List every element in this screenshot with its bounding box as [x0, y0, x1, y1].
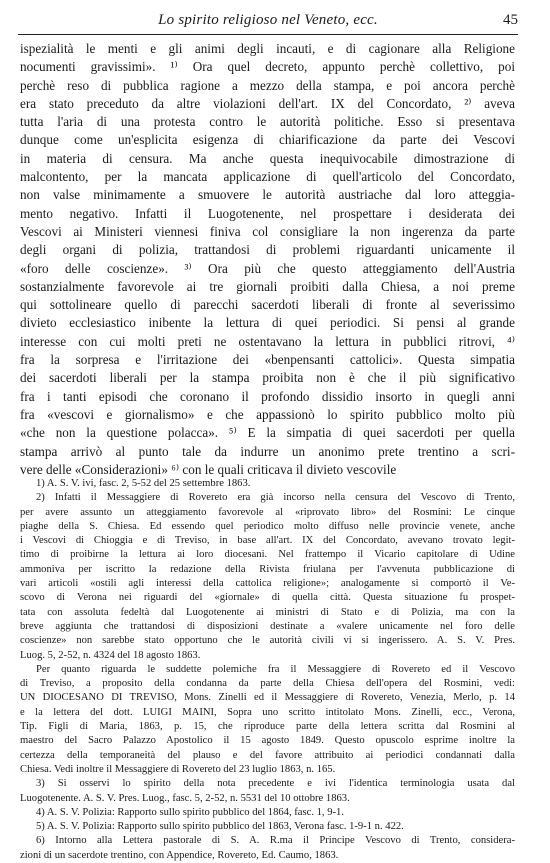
text-line: degli organi di polizia, trattandosi di problemi riguardanti unicamente il	[20, 242, 515, 258]
footnote-line: ammoniva per iscritto la redazione della Rivista friulana per l'avvenuta pubblicazione di	[20, 563, 515, 575]
text-line: stampa arrivò al punto tale da indurre un anonimo prete trentino a scri-	[20, 443, 515, 459]
footnote-line: breve aggiunta che trattandosi di disposizioni destinate a «valere unicamente nel foro delle	[20, 620, 515, 632]
footnote-line: e la lettera del dott. LUIGI MAINI, Sopra uno scritto intitolato Mons. Zinelli, ecc., Verona,	[20, 706, 515, 718]
text-line: sostanzialmente favorevole ai tre giornali proibiti dalla Chiesa, a noi preme	[20, 278, 515, 294]
footnote-line: tata con assoluta fedeltà dal Luogotenente ai ministri di Stato e di Polizia, ma con la	[20, 606, 515, 618]
footnote-line: scovo di Verona nei riguardi del «giornale» di quella città. Questa situazione fu prospet-	[20, 592, 515, 604]
text-line: fra la sorpresa e l'irritazione dei «benpensanti cattolici». Questa simpatia	[20, 352, 515, 368]
footnote-line: 3) Si osservi lo spirito della nota precedente e ivi l'identica terminologia usata dal	[36, 778, 515, 790]
text-line: in materia di censura. Ma anche questa inequivocabile dimostrazione di	[20, 150, 515, 166]
footnote-line: 1) A. S. V. ivi, fasc. 2, 5-52 del 25 settembre 1863.	[36, 478, 251, 489]
footnote-line: Chiesa. Vedi inoltre il Messaggiere di Rovereto del 23 luglio 1863, n. 165.	[20, 763, 336, 775]
footnote-line: per avere assunto un atteggiamento favorevole al «riprovato libro» del Rosmini: Le cinque	[20, 506, 515, 518]
text-line: vere delle «Considerazioni» ⁶⁾ con le quali criticava il divieto vescovile	[20, 461, 397, 477]
footnote-line: piaghe della S. Chiesa. Ed essendo quel periodico molto diffuso nelle provincie venete, anche	[20, 520, 515, 532]
text-line: era stato preceduto da altre violazioni dell'art. IX del Concordato, ²⁾ aveva	[20, 95, 515, 111]
text-line: malcontento, per la mancata applicazione di quell'articolo del Concordato,	[20, 169, 515, 185]
text-line: «che non la questione polacca». ⁵⁾ E la simpatia di quei sacerdoti per quella	[20, 425, 515, 441]
text-line: dunque come un'esplicita esigenza di chiarificazione da parte dei Vescovi	[20, 132, 515, 148]
text-line: nocumenti gravissimi». ¹⁾ Ora quel decreto, appunto perchè collettivo, poi	[20, 59, 515, 75]
footnote-line: Per quanto riguarda le suddette polemiche fra il Messaggiere di Rovereto ed il Vescovo	[36, 663, 515, 675]
text-line: perchè reso di pubblica ragione a mezzo della stampa, e poi ancora perchè	[20, 77, 515, 93]
running-title: Lo spirito religioso nel Veneto, ecc.	[158, 12, 378, 28]
footnote-line: 4) A. S. V. Polizia: Rapporto sullo spirito pubblico del 1864, fasc. 1, 9-1.	[36, 806, 344, 818]
footnote-line: timo di proibirne la lettura ai loro diocesani. Nel frattempo il Vicario capitolare di Udine	[20, 549, 515, 561]
footnote-line: Tip. Figli di Maria, 1863, p. 15, che riproduce parte della lettera scritta dal Rosmini al	[20, 721, 515, 733]
page-header	[18, 6, 518, 32]
footnote-line: 6) Intorno alla Lettera pastorale di S. A. R.ma il Principe Vescovo di Trento, considera-	[36, 835, 515, 847]
footnotes	[20, 477, 515, 863]
footnote-line: vari articoli «ostili agli interessi della cattolica religione»; analogamente si comportò il Ve-	[20, 578, 515, 590]
text-line: tutta l'aria di una protesta contro le autorità politiche. Esso si presentava	[20, 114, 515, 130]
text-line: fra i tanti episodi che coronano il profondo dissidio insorto in quegli anni	[20, 388, 515, 404]
text-line: interesse con cui molti preti ne ostentavano la lettura in pubblici ritrovi, ⁴⁾	[20, 333, 515, 349]
text-line: divieto ecclesiastico inibente la lettura di quei periodici. Si pensi al grande	[20, 315, 515, 331]
footnote-line: i Vescovi di Chioggia e di Treviso, in base all'art. IX del Concordato, avevano trovato legit-	[20, 535, 515, 547]
text-line: fra «vescovi e giornalismo» e che appassionò lo spirito pubblico molto più	[20, 406, 515, 422]
footnote-line: certezza della temporaneità del plauso e del favore attribuito ai periodici condannati dalla	[20, 749, 515, 761]
text-line: ispezialità le menti e gli animi degli incauti, e di cagionare alla Religione	[20, 41, 515, 56]
text-line: dei sacerdoti liberali per la stampa proibita non è che il più significativo	[20, 370, 515, 386]
footnote-line: UN DIOCESANO DI TREVISO, Mons. Zinelli ed il Messaggiere di Rovereto, Venezia, Merlo, p. 14	[20, 692, 515, 704]
text-line: qui sottolineare quello di parecchi sacerdoti liberali di fronte al severissimo	[20, 297, 515, 313]
footnote-line: Luogotenente. A. S. V. Pres. Luog., fasc. 5, 2-52, n. 5531 del 10 ottobre 1863.	[20, 792, 350, 804]
page-number: 45	[503, 12, 518, 28]
text-line: mento negativo. Infatti il Luogotenente, nel prospettare i desiderata dei	[20, 205, 515, 221]
footnote-line: di Treviso, a proposito della condanna da parte della Chiesa dell'opera del Rosmini, vedi:	[20, 678, 515, 690]
header-rule	[18, 34, 518, 35]
text-line: Vescovi ai Ministeri viennesi finiva col consigliare la non ingerenza da parte	[20, 223, 515, 239]
footnote-line: zioni di un sacerdote trentino, con Appendice, Rovereto, Ed. Caumo, 1863.	[20, 849, 339, 861]
footnote-line: maestro del Sacro Palazzo Apostolico il 15 agosto 1849. Questo opuscolo esprime inoltre la	[20, 735, 515, 747]
text-line: «foro delle coscienze». ³⁾ Ora più che questo atteggiamento dell'Austria	[20, 260, 515, 276]
footnote-line: coscienze» non sarebbe stato opportuno che le autorità civili vi si ingerissero. A. S. V. Pres.	[20, 635, 515, 647]
footnote-line: 2) Infatti il Messaggiere di Rovereto era già incorso nella censura del Vescovo di Trento,	[36, 492, 515, 504]
footnote-line: Luog. 5, 2-52, n. 4324 del 18 agosto 1863.	[20, 649, 201, 661]
footnote-line: 5) A. S. V. Polizia: Rapporto sullo spirito pubblico del 1863, Verona fasc. 1-9-1 n. 422.	[36, 821, 404, 833]
main-text	[20, 40, 515, 479]
text-line: non valse minimamente a smuovere le autorità austriache dal loro atteggia-	[20, 187, 515, 203]
